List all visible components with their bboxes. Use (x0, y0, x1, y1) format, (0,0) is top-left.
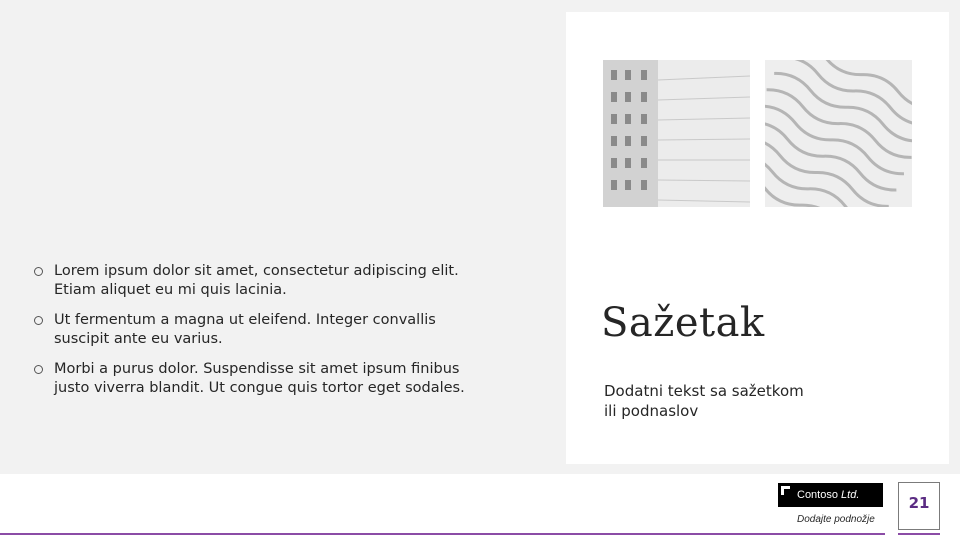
bullet-circle-icon (34, 365, 43, 374)
footer-text: Dodajte podnožje (797, 514, 875, 525)
building-photo (603, 60, 750, 207)
bullet-item (34, 360, 494, 398)
bullet-item (34, 311, 494, 349)
logo-text (797, 483, 859, 507)
footer-accent-line (0, 533, 885, 535)
bullet-text: Lorem ipsum dolor sit amet, consectetur adipiscing elit. Etiam aliquet eu mi quis lacinia. (54, 263, 459, 298)
bullet-text: Morbi a purus dolor. Suspendisse sit amet ipsum finibus justo viverra blandit. Ut congue quis tortor eget sodales. (54, 361, 465, 396)
page-number-underline (898, 533, 940, 535)
logo-name: Contoso (797, 489, 838, 501)
company-logo (778, 483, 883, 507)
bullet-text: Ut fermentum a magna ut eleifend. Integer convallis suscipit ante eu varius. (54, 312, 436, 347)
bullet-circle-icon (34, 267, 43, 276)
summary-title: Sažetak (601, 300, 765, 346)
logo-suffix: Ltd. (841, 489, 860, 501)
bullet-circle-icon (34, 316, 43, 325)
bullet-item (34, 262, 494, 300)
bullet-list (34, 262, 494, 409)
wave-facade-photo (765, 60, 912, 207)
page-number: 21 (908, 494, 930, 512)
logo-corner-icon (781, 486, 790, 495)
summary-subtitle: Dodatni tekst sa sažetkom ili podnaslov (604, 382, 804, 420)
